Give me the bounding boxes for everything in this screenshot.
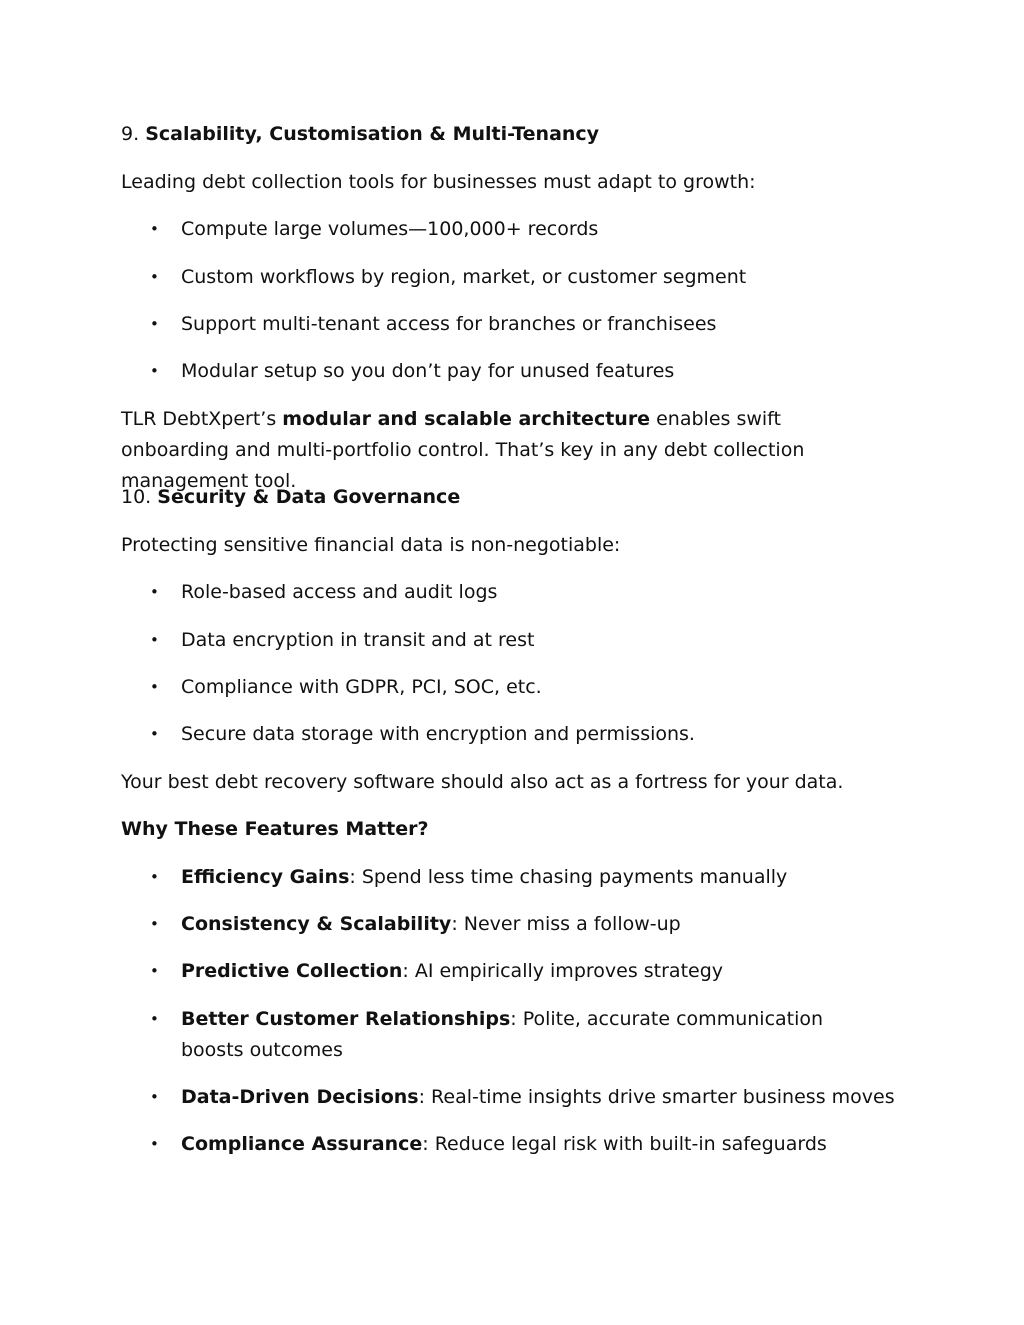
list-item: Role-based access and audit logs bbox=[181, 581, 498, 603]
bullet-marker: • bbox=[150, 725, 159, 743]
list-item: Secure data storage with encryption and permissions. bbox=[181, 723, 695, 745]
list-item bbox=[181, 909, 861, 940]
section-9-title: Scalability, Customisation & Multi-Tenancy bbox=[145, 123, 600, 145]
bullet-marker: • bbox=[150, 362, 159, 380]
bullet-marker: • bbox=[150, 1135, 159, 1153]
item-term: Compliance Assurance bbox=[181, 1133, 423, 1155]
item-term: Efficiency Gains bbox=[181, 866, 350, 888]
section-10-intro: Protecting sensitive financial data is non-negotiable: bbox=[121, 534, 621, 556]
list-item bbox=[181, 1004, 841, 1066]
bullet-marker: • bbox=[150, 1010, 159, 1028]
section-10-number: 10. bbox=[121, 486, 152, 508]
list-item: Compute large volumes—100,000+ records bbox=[181, 218, 599, 240]
bullet-marker: • bbox=[150, 315, 159, 333]
closing-text-pre: TLR DebtXpert’s bbox=[121, 408, 283, 430]
item-term: Predictive Collection bbox=[181, 960, 403, 982]
list-item bbox=[181, 1082, 895, 1113]
item-term: Data-Driven Decisions bbox=[181, 1086, 419, 1108]
section-10-closing: Your best debt recovery software should also act as a fortress for your data. bbox=[121, 771, 844, 793]
item-description: : Spend less time chasing payments manually bbox=[349, 866, 788, 888]
item-description: : Reduce legal risk with built-in safeguards bbox=[422, 1133, 827, 1155]
bullet-marker: • bbox=[150, 868, 159, 886]
section-9-intro: Leading debt collection tools for businesses must adapt to growth: bbox=[121, 171, 756, 193]
bullet-marker: • bbox=[150, 631, 159, 649]
closing-text-post: enables swift onboarding and multi-portfolio control. That’s key in any debt collection management tool. bbox=[121, 408, 805, 492]
bullet-marker: • bbox=[150, 1088, 159, 1106]
list-item bbox=[181, 956, 861, 987]
item-description: : AI empirically improves strategy bbox=[402, 960, 724, 982]
section-10-heading bbox=[121, 482, 901, 513]
bullet-marker: • bbox=[150, 220, 159, 238]
list-item bbox=[181, 1129, 861, 1160]
bullet-marker: • bbox=[150, 915, 159, 933]
bullet-marker: • bbox=[150, 678, 159, 696]
list-item bbox=[181, 862, 861, 893]
bullet-marker: • bbox=[150, 268, 159, 286]
item-description: : Real-time insights drive smarter business moves bbox=[418, 1086, 895, 1108]
item-description: : Polite, accurate communication boosts outcomes bbox=[181, 1008, 824, 1061]
why-heading-text: Why These Features Matter? bbox=[121, 818, 429, 840]
list-item: Modular setup so you don’t pay for unused features bbox=[181, 360, 675, 382]
item-term: Better Customer Relationships bbox=[181, 1008, 511, 1030]
list-item: Custom workflows by region, market, or customer segment bbox=[181, 266, 747, 288]
section-10-title: Security & Data Governance bbox=[157, 486, 461, 508]
bullet-marker: • bbox=[150, 583, 159, 601]
section-9-heading bbox=[121, 119, 901, 150]
list-item: Support multi-tenant access for branches or franchisees bbox=[181, 313, 717, 335]
list-item: Compliance with GDPR, PCI, SOC, etc. bbox=[181, 676, 542, 698]
closing-text-bold: modular and scalable architecture bbox=[282, 408, 651, 430]
section-9-number: 9. bbox=[121, 123, 140, 145]
item-term: Consistency & Scalability bbox=[181, 913, 452, 935]
item-description: : Never miss a follow-up bbox=[451, 913, 681, 935]
why-heading bbox=[121, 814, 901, 845]
bullet-marker: • bbox=[150, 962, 159, 980]
list-item: Data encryption in transit and at rest bbox=[181, 629, 535, 651]
